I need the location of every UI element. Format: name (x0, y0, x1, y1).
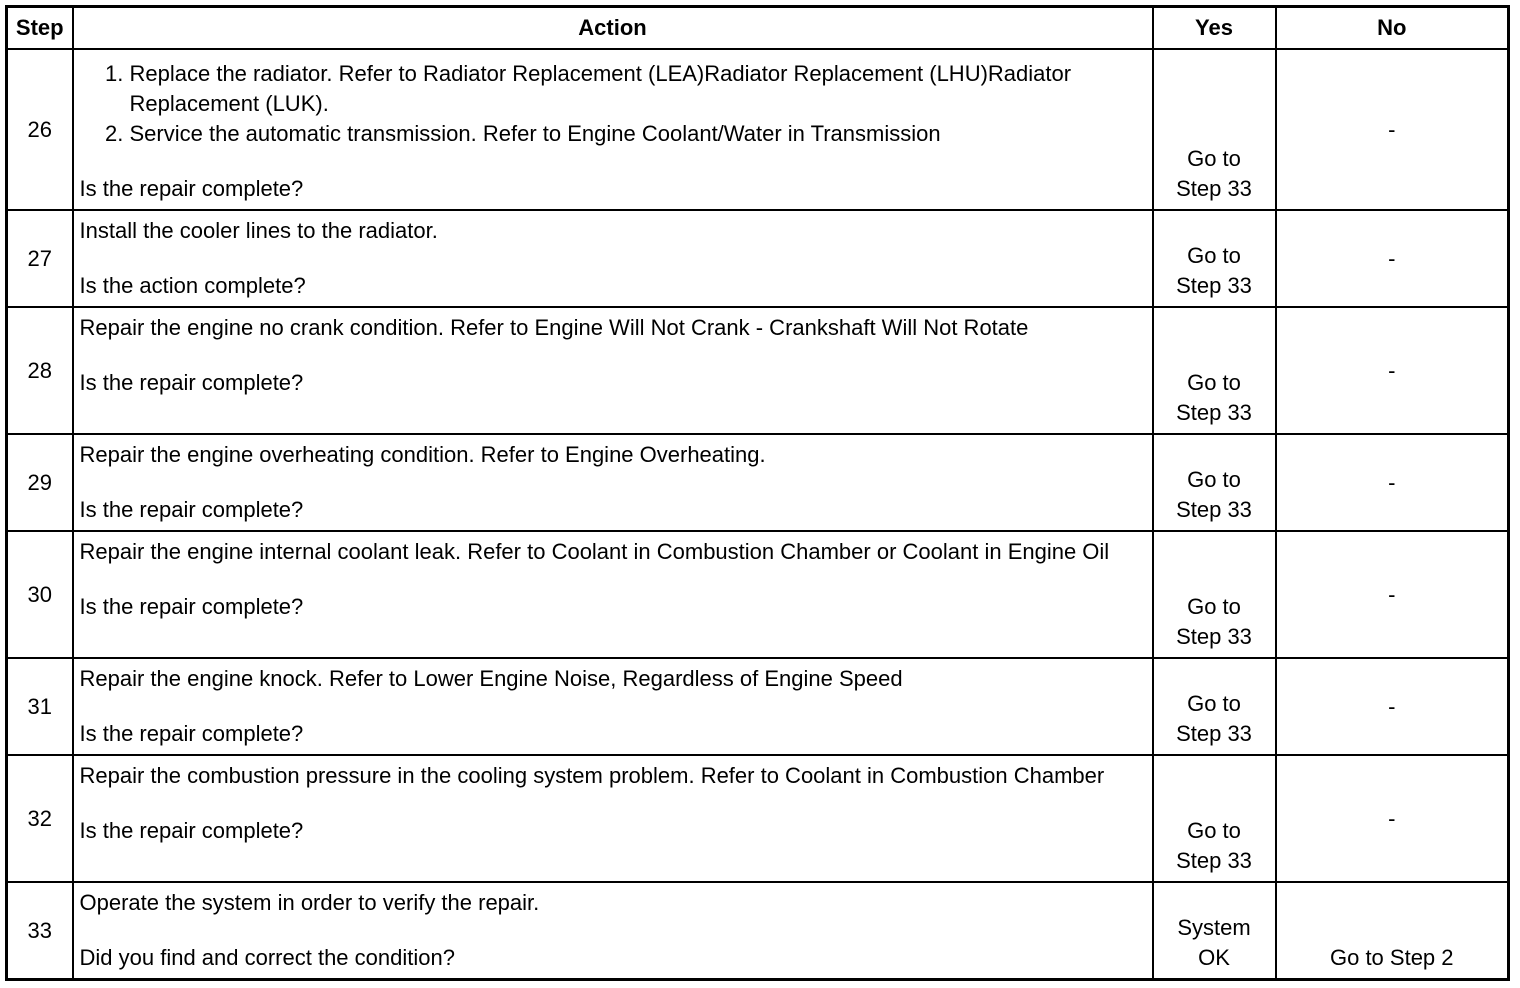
step-number: 30 (7, 531, 73, 658)
list-item: 1. Replace the radiator. Refer to Radiator Replacement (LEA)Radiator Replacement (LHU)Radiator Replacement (LUK). (130, 59, 1144, 119)
yes-line2: Step 33 (1176, 176, 1252, 201)
header-step: Step (7, 7, 73, 50)
action-cell (73, 882, 1153, 980)
action-list (80, 59, 1144, 149)
step-number: 31 (7, 658, 73, 755)
action-text: Operate the system in order to verify the repair. (79, 890, 540, 915)
yes-cell (1153, 49, 1276, 210)
action-text: Repair the combustion pressure in the cooling system problem. Refer to Coolant in Combustion Chamber (79, 763, 1105, 788)
yes-line2: Step 33 (1176, 721, 1252, 746)
yes-line1: Go to (1187, 818, 1241, 843)
action-cell (73, 307, 1153, 434)
question-text: Is the repair complete? (79, 818, 304, 843)
yes-line2: Step 33 (1176, 497, 1252, 522)
step-number: 28 (7, 307, 73, 434)
action-cell (73, 658, 1153, 755)
action-cell (73, 49, 1153, 210)
action-text: Repair the engine overheating condition. Refer to Engine Overheating. (79, 442, 766, 467)
yes-cell (1153, 531, 1276, 658)
yes-line1: Go to (1187, 691, 1241, 716)
question-text: Is the repair complete? (79, 370, 304, 395)
header-row (7, 7, 1509, 50)
no-cell: - (1276, 658, 1509, 755)
action-cell (73, 434, 1153, 531)
table-row (7, 755, 1509, 882)
step-number: 27 (7, 210, 73, 307)
yes-line1: Go to (1187, 467, 1241, 492)
yes-cell (1153, 434, 1276, 531)
no-cell: - (1276, 531, 1509, 658)
no-cell: - (1276, 434, 1509, 531)
table-row (7, 434, 1509, 531)
no-cell: - (1276, 210, 1509, 307)
yes-line1: Go to (1187, 146, 1241, 171)
table-row (7, 658, 1509, 755)
yes-cell (1153, 882, 1276, 980)
no-cell: - (1276, 755, 1509, 882)
question-text: Is the repair complete? (79, 721, 304, 746)
question-text: Is the repair complete? (79, 176, 304, 201)
yes-line2: Step 33 (1176, 624, 1252, 649)
list-item: 2. Service the automatic transmission. Refer to Engine Coolant/Water in Transmission (130, 119, 1144, 149)
action-text: Repair the engine no crank condition. Refer to Engine Will Not Crank - Crankshaft Will Not Rotate (79, 315, 1029, 340)
step-number: 26 (7, 49, 73, 210)
yes-line1: System (1177, 915, 1251, 940)
yes-line2: Step 33 (1176, 848, 1252, 873)
header-action: Action (73, 7, 1153, 50)
diagnostic-table (5, 5, 1510, 981)
action-cell (73, 755, 1153, 882)
yes-cell (1153, 307, 1276, 434)
table-row (7, 531, 1509, 658)
table-row (7, 49, 1509, 210)
yes-line1: Go to (1187, 243, 1241, 268)
action-text: Repair the engine knock. Refer to Lower Engine Noise, Regardless of Engine Speed (79, 666, 903, 691)
step-number: 29 (7, 434, 73, 531)
step-number: 32 (7, 755, 73, 882)
yes-cell (1153, 210, 1276, 307)
step-number: 33 (7, 882, 73, 980)
yes-line2: Step 33 (1176, 273, 1252, 298)
action-cell (73, 210, 1153, 307)
action-cell (73, 531, 1153, 658)
question-text: Did you find and correct the condition? (79, 945, 455, 970)
table-row (7, 210, 1509, 307)
yes-line2: Step 33 (1176, 400, 1252, 425)
table-row (7, 882, 1509, 980)
action-text: Install the cooler lines to the radiator. (79, 218, 438, 243)
yes-line1: Go to (1187, 594, 1241, 619)
yes-cell (1153, 755, 1276, 882)
header-no: No (1276, 7, 1509, 50)
question-text: Is the repair complete? (79, 497, 304, 522)
no-cell: - (1276, 49, 1509, 210)
yes-line1: Go to (1187, 370, 1241, 395)
yes-line2: OK (1198, 945, 1230, 970)
table-row (7, 307, 1509, 434)
question-text: Is the repair complete? (79, 594, 304, 619)
header-yes: Yes (1153, 7, 1276, 50)
question-text: Is the action complete? (79, 273, 306, 298)
action-text: Repair the engine internal coolant leak. Refer to Coolant in Combustion Chamber or Coolant in Engine Oil (79, 539, 1110, 564)
no-cell: Go to Step 2 (1276, 882, 1509, 980)
yes-cell (1153, 658, 1276, 755)
no-cell: - (1276, 307, 1509, 434)
